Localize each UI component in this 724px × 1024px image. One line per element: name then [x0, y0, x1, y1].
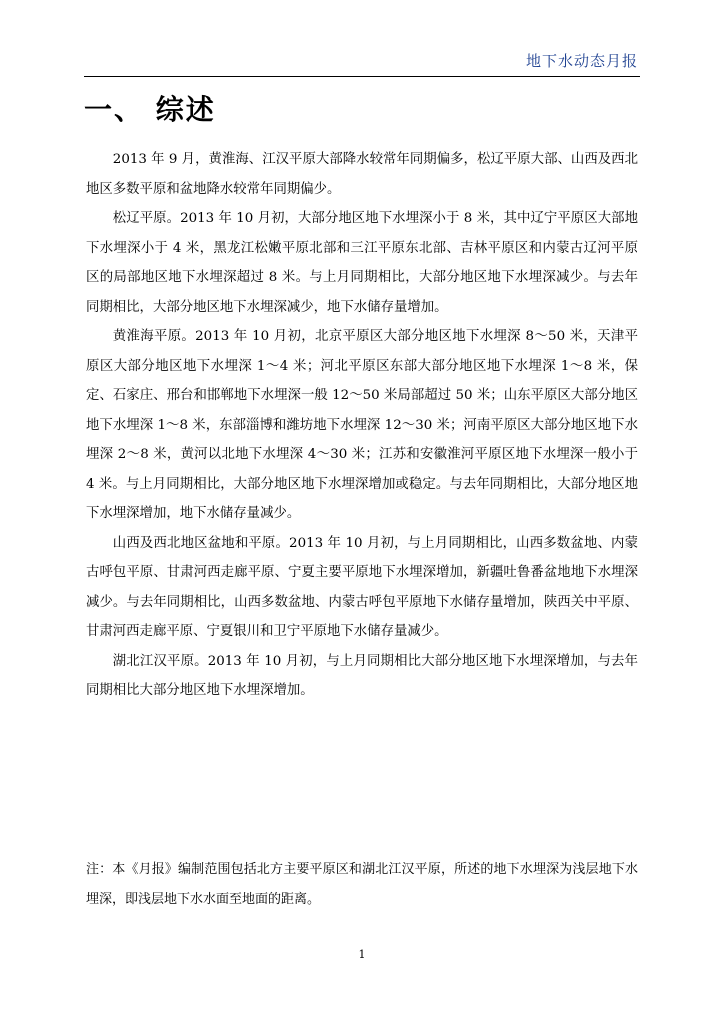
- paragraph-overview: 2013 年 9 月，黄淮海、江汉平原大部降水较常年同期偏多，松辽平原大部、山西及西北地区多数平原和盆地降水较常年同期偏少。: [86, 152, 638, 197]
- paragraph-huanghuaihai: 黄淮海平原。2013 年 10 月初，北京平原区大部分地区地下水埋深 8～50 米，天津平原区大部分地区地下水埋深 1～4 米；河北平原区东部大部分地区地下水埋深 1～8 米，保定、石家庄、邢台和邯郸地下水埋深一般 12～50 米局部超过 50 米；山东平原区大部分地区地下水埋深 1～8 米，东部淄博和潍坊地下水埋深 12～30 米；河南平原区大部分地区地下水埋深 2～8 米，黄河以北地下水埋深 4～30 米；江苏和安徽淮河平原区地下水埋深一般小于 4 米。与上月同期相比，大部分地区地下水埋深增加或稳定。与去年同期相比，大部分地区地下水埋深增加，地下水储存量减少。: [86, 329, 638, 521]
- paragraph-jianghan: 湖北江汉平原。2013 年 10 月初，与上月同期相比大部分地区地下水埋深增加，与去年同期相比大部分地区地下水埋深增加。: [86, 653, 638, 698]
- header-title: 地下水动态月报: [525, 52, 638, 70]
- body-text: [86, 145, 638, 706]
- section-title: 一、 综述: [84, 93, 216, 126]
- paragraph-songliao: 松辽平原。2013 年 10 月初，大部分地区地下水埋深小于 8 米，其中辽宁平原区大部地下水埋深小于 4 米，黑龙江松嫩平原北部和三江平原东北部、吉林平原区和内蒙古辽河平原区的局部地区地下水埋深超过 8 米。与上月同期相比，大部分地区地下水埋深减少。与去年同期相比，大部分地区地下水埋深减少，地下水储存量增加。: [86, 211, 638, 315]
- page-number: 1: [358, 948, 366, 961]
- footnote: 注：本《月报》编制范围包括北方主要平原区和湖北江汉平原，所述的地下水埋深为浅层地下水埋深，即浅层地下水水面至地面的距离。: [86, 862, 638, 907]
- header-divider: [84, 76, 640, 77]
- paragraph-shanxi-northwest: 山西及西北地区盆地和平原。2013 年 10 月初，与上月同期相比，山西多数盆地、内蒙古呼包平原、甘肃河西走廊平原、宁夏主要平原地下水埋深增加，新疆吐鲁番盆地地下水埋深减少。与去年同期相比，山西多数盆地、内蒙古呼包平原地下水储存量增加，陕西关中平原、甘肃河西走廊平原、宁夏银川和卫宁平原地下水储存量减少。: [86, 535, 638, 639]
